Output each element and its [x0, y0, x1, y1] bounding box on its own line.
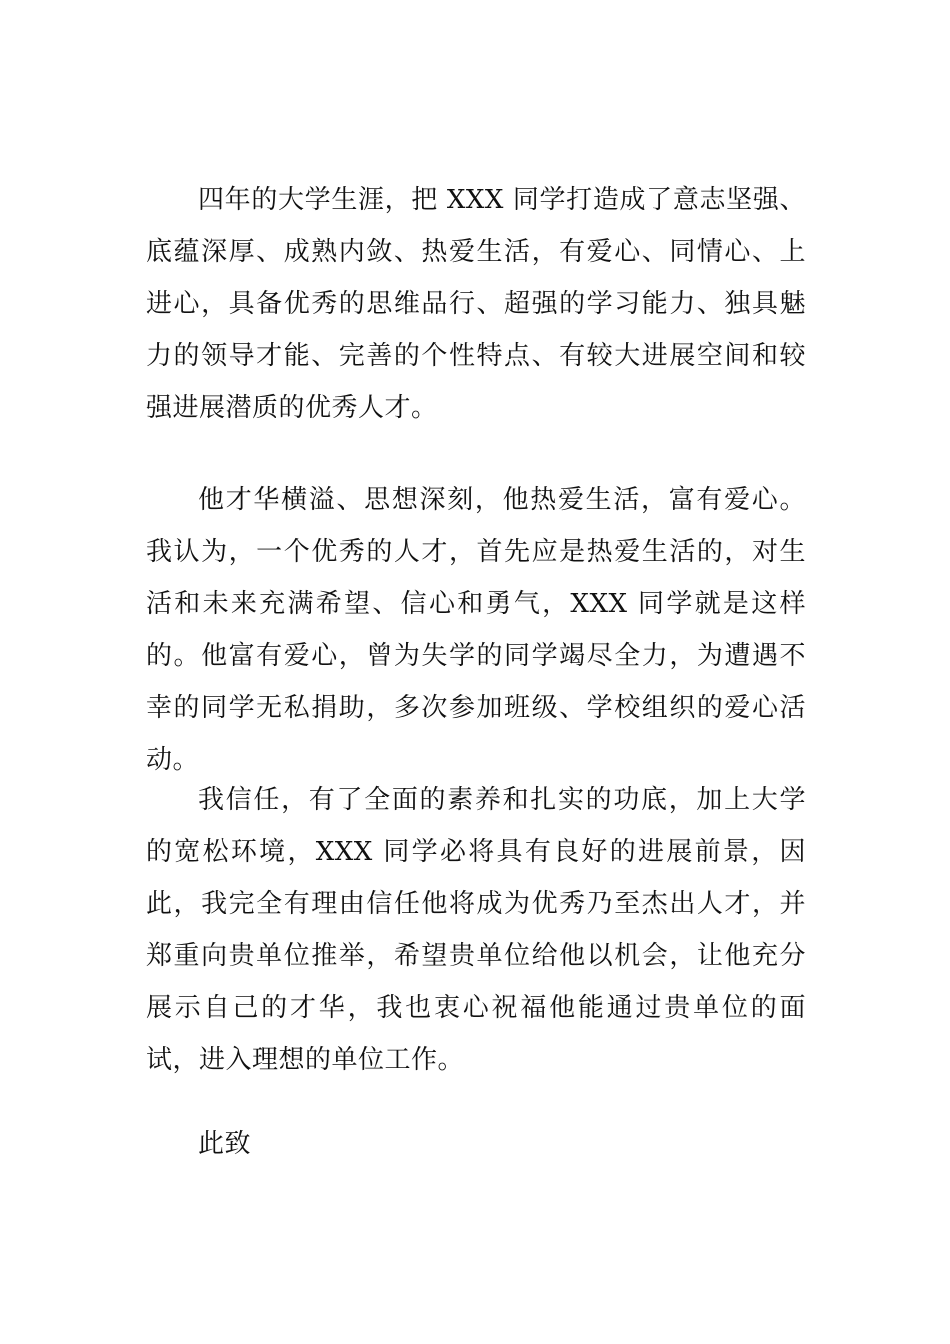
closing-salutation: 此致 [198, 1129, 252, 1159]
paragraph-3: 我信任，有了全面的素养和扎实的功底，加上大学的宽松环境，XXX 同学必将具有良好的进展前景，因此，我完全有理由信任他将成为优秀乃至杰出人才，并郑重向贵单位推举，希望贵单位给他以机会，让他充分展示自己的才华，我也衷心祝福他能通过贵单位的面试，进入理想的单位工作。 [146, 785, 806, 1075]
paragraph-2: 他才华横溢、思想深刻，他热爱生活，富有爱心。我认为，一个优秀的人才，首先应是热爱生活的，对生活和未来充满希望、信心和勇气，XXX 同学就是这样的。他富有爱心，曾为失学的同学竭尽全力，为遭遇不幸的同学无私捐助，多次参加班级、学校组织的爱心活动。 [146, 485, 806, 775]
paragraph-1: 四年的大学生涯，把 XXX 同学打造成了意志坚强、底蕴深厚、成熟内敛、热爱生活，有爱心、同情心、上进心，具备优秀的思维品行、超强的学习能力、独具魅力的领导才能、完善的个性特点、有较大进展空间和较强进展潜质的优秀人才。 [146, 185, 806, 423]
